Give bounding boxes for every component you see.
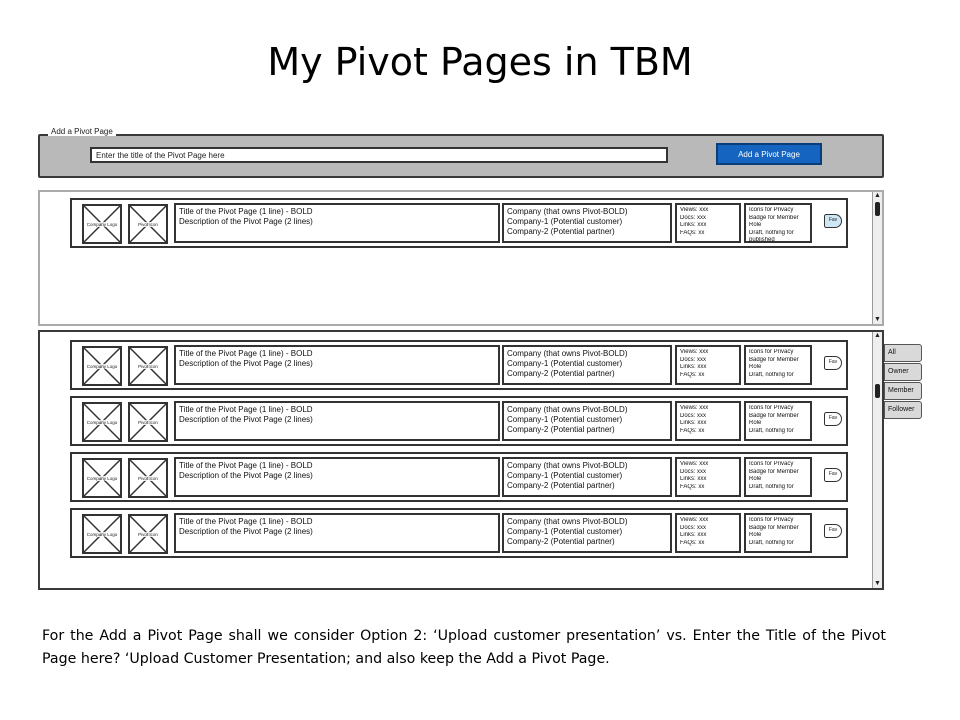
company-owner: Company (that owns Pivot-BOLD)	[507, 207, 628, 216]
status-icons-box	[744, 203, 812, 243]
member-badge-text: Badge for Member	[749, 356, 799, 363]
company-owner: Company (that owns Pivot-BOLD)	[507, 349, 628, 358]
company-1: Company-1 (Potential customer)	[507, 359, 623, 368]
pivot-icon-label: Pivot Icon	[130, 476, 166, 481]
fav-button[interactable]: Fav	[824, 524, 842, 538]
pivot-icon-label: Pivot Icon	[130, 532, 166, 537]
faqs-count: FAQs: xx	[680, 371, 705, 378]
scroll-thumb[interactable]	[875, 384, 880, 398]
filter-tabs	[884, 344, 922, 420]
pivot-title: Title of the Pivot Page (1 line) - BOLD	[179, 517, 313, 526]
company-owner: Company (that owns Pivot-BOLD)	[507, 405, 628, 414]
company-1: Company-1 (Potential customer)	[507, 415, 623, 424]
privacy-icons-text: Icons for Privacy	[749, 207, 794, 213]
member-badge-text: Badge for Member	[749, 214, 799, 221]
privacy-icons-text: Icons for Privacy	[749, 349, 794, 355]
pivot-icon-placeholder	[128, 204, 168, 244]
fav-button[interactable]: Fav	[824, 214, 842, 228]
role-text: Role	[749, 476, 762, 482]
company-box	[502, 513, 672, 553]
pivot-description: Description of the Pivot Page (2 lines)	[179, 359, 313, 368]
views-count: Views: xxx	[680, 349, 709, 355]
pivot-icon-label: Pivot Icon	[130, 364, 166, 369]
faqs-count: FAQs: xx	[680, 229, 705, 236]
pivot-description: Description of the Pivot Page (2 lines)	[179, 217, 313, 226]
pivot-row[interactable]	[70, 508, 848, 558]
views-count: Views: xxx	[680, 517, 709, 523]
draft-text: Draft, nothing for	[749, 539, 794, 546]
pivot-title-input[interactable]	[90, 147, 668, 163]
scroll-up-icon[interactable]: ▲	[874, 192, 881, 199]
links-count: Links: xxx	[680, 222, 707, 228]
scrollbar[interactable]	[872, 332, 882, 588]
tab-owner[interactable]: Owner	[884, 363, 922, 381]
role-text: Role	[749, 420, 762, 426]
company-logo-placeholder	[82, 458, 122, 498]
privacy-icons-text: Icons for Privacy	[749, 517, 794, 523]
company-2: Company-2 (Potential partner)	[507, 369, 615, 378]
status-icons-box	[744, 513, 812, 553]
company-2: Company-2 (Potential partner)	[507, 481, 615, 490]
docs-count: Docs: xxx	[680, 214, 707, 221]
pivot-list-panel	[38, 330, 884, 590]
pivot-title: Title of the Pivot Page (1 line) - BOLD	[179, 207, 313, 216]
add-pivot-panel-label: Add a Pivot Page	[48, 127, 116, 136]
docs-count: Docs: xxx	[680, 356, 707, 363]
slide-title: My Pivot Pages in TBM	[267, 40, 693, 84]
company-logo-label: Company Logo	[84, 420, 120, 425]
pivot-icon-placeholder	[128, 514, 168, 554]
pivot-icon-label: Pivot Icon	[130, 420, 166, 425]
company-logo-placeholder	[82, 346, 122, 386]
pivot-title-box[interactable]	[174, 401, 500, 441]
stats-box	[675, 345, 741, 385]
tab-all[interactable]: All	[884, 344, 922, 362]
company-1: Company-1 (Potential customer)	[507, 217, 623, 226]
status-icons-box	[744, 457, 812, 497]
pivot-icon-placeholder	[128, 402, 168, 442]
draft-text: Draft, nothing for	[749, 229, 794, 236]
scroll-thumb[interactable]	[875, 202, 880, 216]
published-text: published	[749, 237, 775, 243]
pivot-row[interactable]	[70, 396, 848, 446]
docs-count: Docs: xxx	[680, 412, 707, 419]
links-count: Links: xxx	[680, 364, 707, 370]
company-2: Company-2 (Potential partner)	[507, 425, 615, 434]
company-logo-label: Company Logo	[84, 364, 120, 369]
pivot-title: Title of the Pivot Page (1 line) - BOLD	[179, 349, 313, 358]
scroll-down-icon[interactable]: ▼	[874, 580, 881, 587]
pivot-icon-placeholder	[128, 458, 168, 498]
links-count: Links: xxx	[680, 420, 707, 426]
company-owner: Company (that owns Pivot-BOLD)	[507, 517, 628, 526]
links-count: Links: xxx	[680, 476, 707, 482]
docs-count: Docs: xxx	[680, 524, 707, 531]
company-2: Company-2 (Potential partner)	[507, 227, 615, 236]
role-text: Role	[749, 364, 762, 370]
company-2: Company-2 (Potential partner)	[507, 537, 615, 546]
privacy-icons-text: Icons for Privacy	[749, 405, 794, 411]
faqs-count: FAQs: xx	[680, 539, 705, 546]
member-badge-text: Badge for Member	[749, 468, 799, 475]
member-badge-text: Badge for Member	[749, 412, 799, 419]
role-text: Role	[749, 532, 762, 538]
privacy-icons-text: Icons for Privacy	[749, 461, 794, 467]
pivot-icon-label: Pivot Icon	[130, 222, 166, 227]
company-logo-placeholder	[82, 402, 122, 442]
company-1: Company-1 (Potential customer)	[507, 527, 623, 536]
status-icons-box	[744, 401, 812, 441]
stats-box	[675, 203, 741, 243]
new-pivot-panel	[38, 190, 884, 326]
pivot-title-box[interactable]	[174, 457, 500, 497]
tab-member[interactable]: Member	[884, 382, 922, 400]
role-text: Role	[749, 222, 762, 228]
stats-box	[675, 457, 741, 497]
stats-box	[675, 401, 741, 441]
stats-box	[675, 513, 741, 553]
fav-button[interactable]: Fav	[824, 468, 842, 482]
footnote: For the Add a Pivot Page shall we consider Option 2: ‘Upload customer presentation’ vs. Enter the Title of the Pivot Page here? ‘Upload Customer Presentation; and also keep the Add a Pivot Page.	[42, 628, 886, 667]
pivot-title: Title of the Pivot Page (1 line) - BOLD	[179, 461, 313, 470]
pivot-title: Title of the Pivot Page (1 line) - BOLD	[179, 405, 313, 414]
scroll-down-icon[interactable]: ▼	[874, 316, 881, 323]
company-box	[502, 345, 672, 385]
docs-count: Docs: xxx	[680, 468, 707, 475]
company-owner: Company (that owns Pivot-BOLD)	[507, 461, 628, 470]
company-box	[502, 401, 672, 441]
fav-button[interactable]: Fav	[824, 412, 842, 426]
pivot-row[interactable]	[70, 340, 848, 390]
pivot-title-box[interactable]	[174, 345, 500, 385]
company-box	[502, 203, 672, 243]
pivot-row[interactable]	[70, 452, 848, 502]
scrollbar[interactable]	[872, 192, 882, 324]
views-count: Views: xxx	[680, 461, 709, 467]
company-1: Company-1 (Potential customer)	[507, 471, 623, 480]
faqs-count: FAQs: xx	[680, 483, 705, 490]
status-icons-box	[744, 345, 812, 385]
member-badge-text: Badge for Member	[749, 524, 799, 531]
fav-button[interactable]: Fav	[824, 356, 842, 370]
company-logo-label: Company Logo	[84, 476, 120, 481]
links-count: Links: xxx	[680, 532, 707, 538]
views-count: Views: xxx	[680, 207, 709, 213]
tab-follower[interactable]: Follower	[884, 401, 922, 419]
pivot-row[interactable]	[70, 198, 848, 248]
add-pivot-panel	[38, 134, 884, 178]
draft-text: Draft, nothing for	[749, 483, 794, 490]
pivot-description: Description of the Pivot Page (2 lines)	[179, 415, 313, 424]
pivot-icon-placeholder	[128, 346, 168, 386]
add-pivot-button[interactable]: Add a Pivot Page	[716, 143, 822, 165]
scroll-up-icon[interactable]: ▲	[874, 332, 881, 339]
draft-text: Draft, nothing for	[749, 427, 794, 434]
company-logo-label: Company Logo	[84, 222, 120, 227]
pivot-title-box[interactable]	[174, 513, 500, 553]
draft-text: Draft, nothing for	[749, 371, 794, 378]
faqs-count: FAQs: xx	[680, 427, 705, 434]
company-logo-placeholder	[82, 204, 122, 244]
company-logo-placeholder	[82, 514, 122, 554]
views-count: Views: xxx	[680, 405, 709, 411]
company-box	[502, 457, 672, 497]
pivot-description: Description of the Pivot Page (2 lines)	[179, 527, 313, 536]
company-logo-label: Company Logo	[84, 532, 120, 537]
pivot-title-box[interactable]	[174, 203, 500, 243]
pivot-description: Description of the Pivot Page (2 lines)	[179, 471, 313, 480]
